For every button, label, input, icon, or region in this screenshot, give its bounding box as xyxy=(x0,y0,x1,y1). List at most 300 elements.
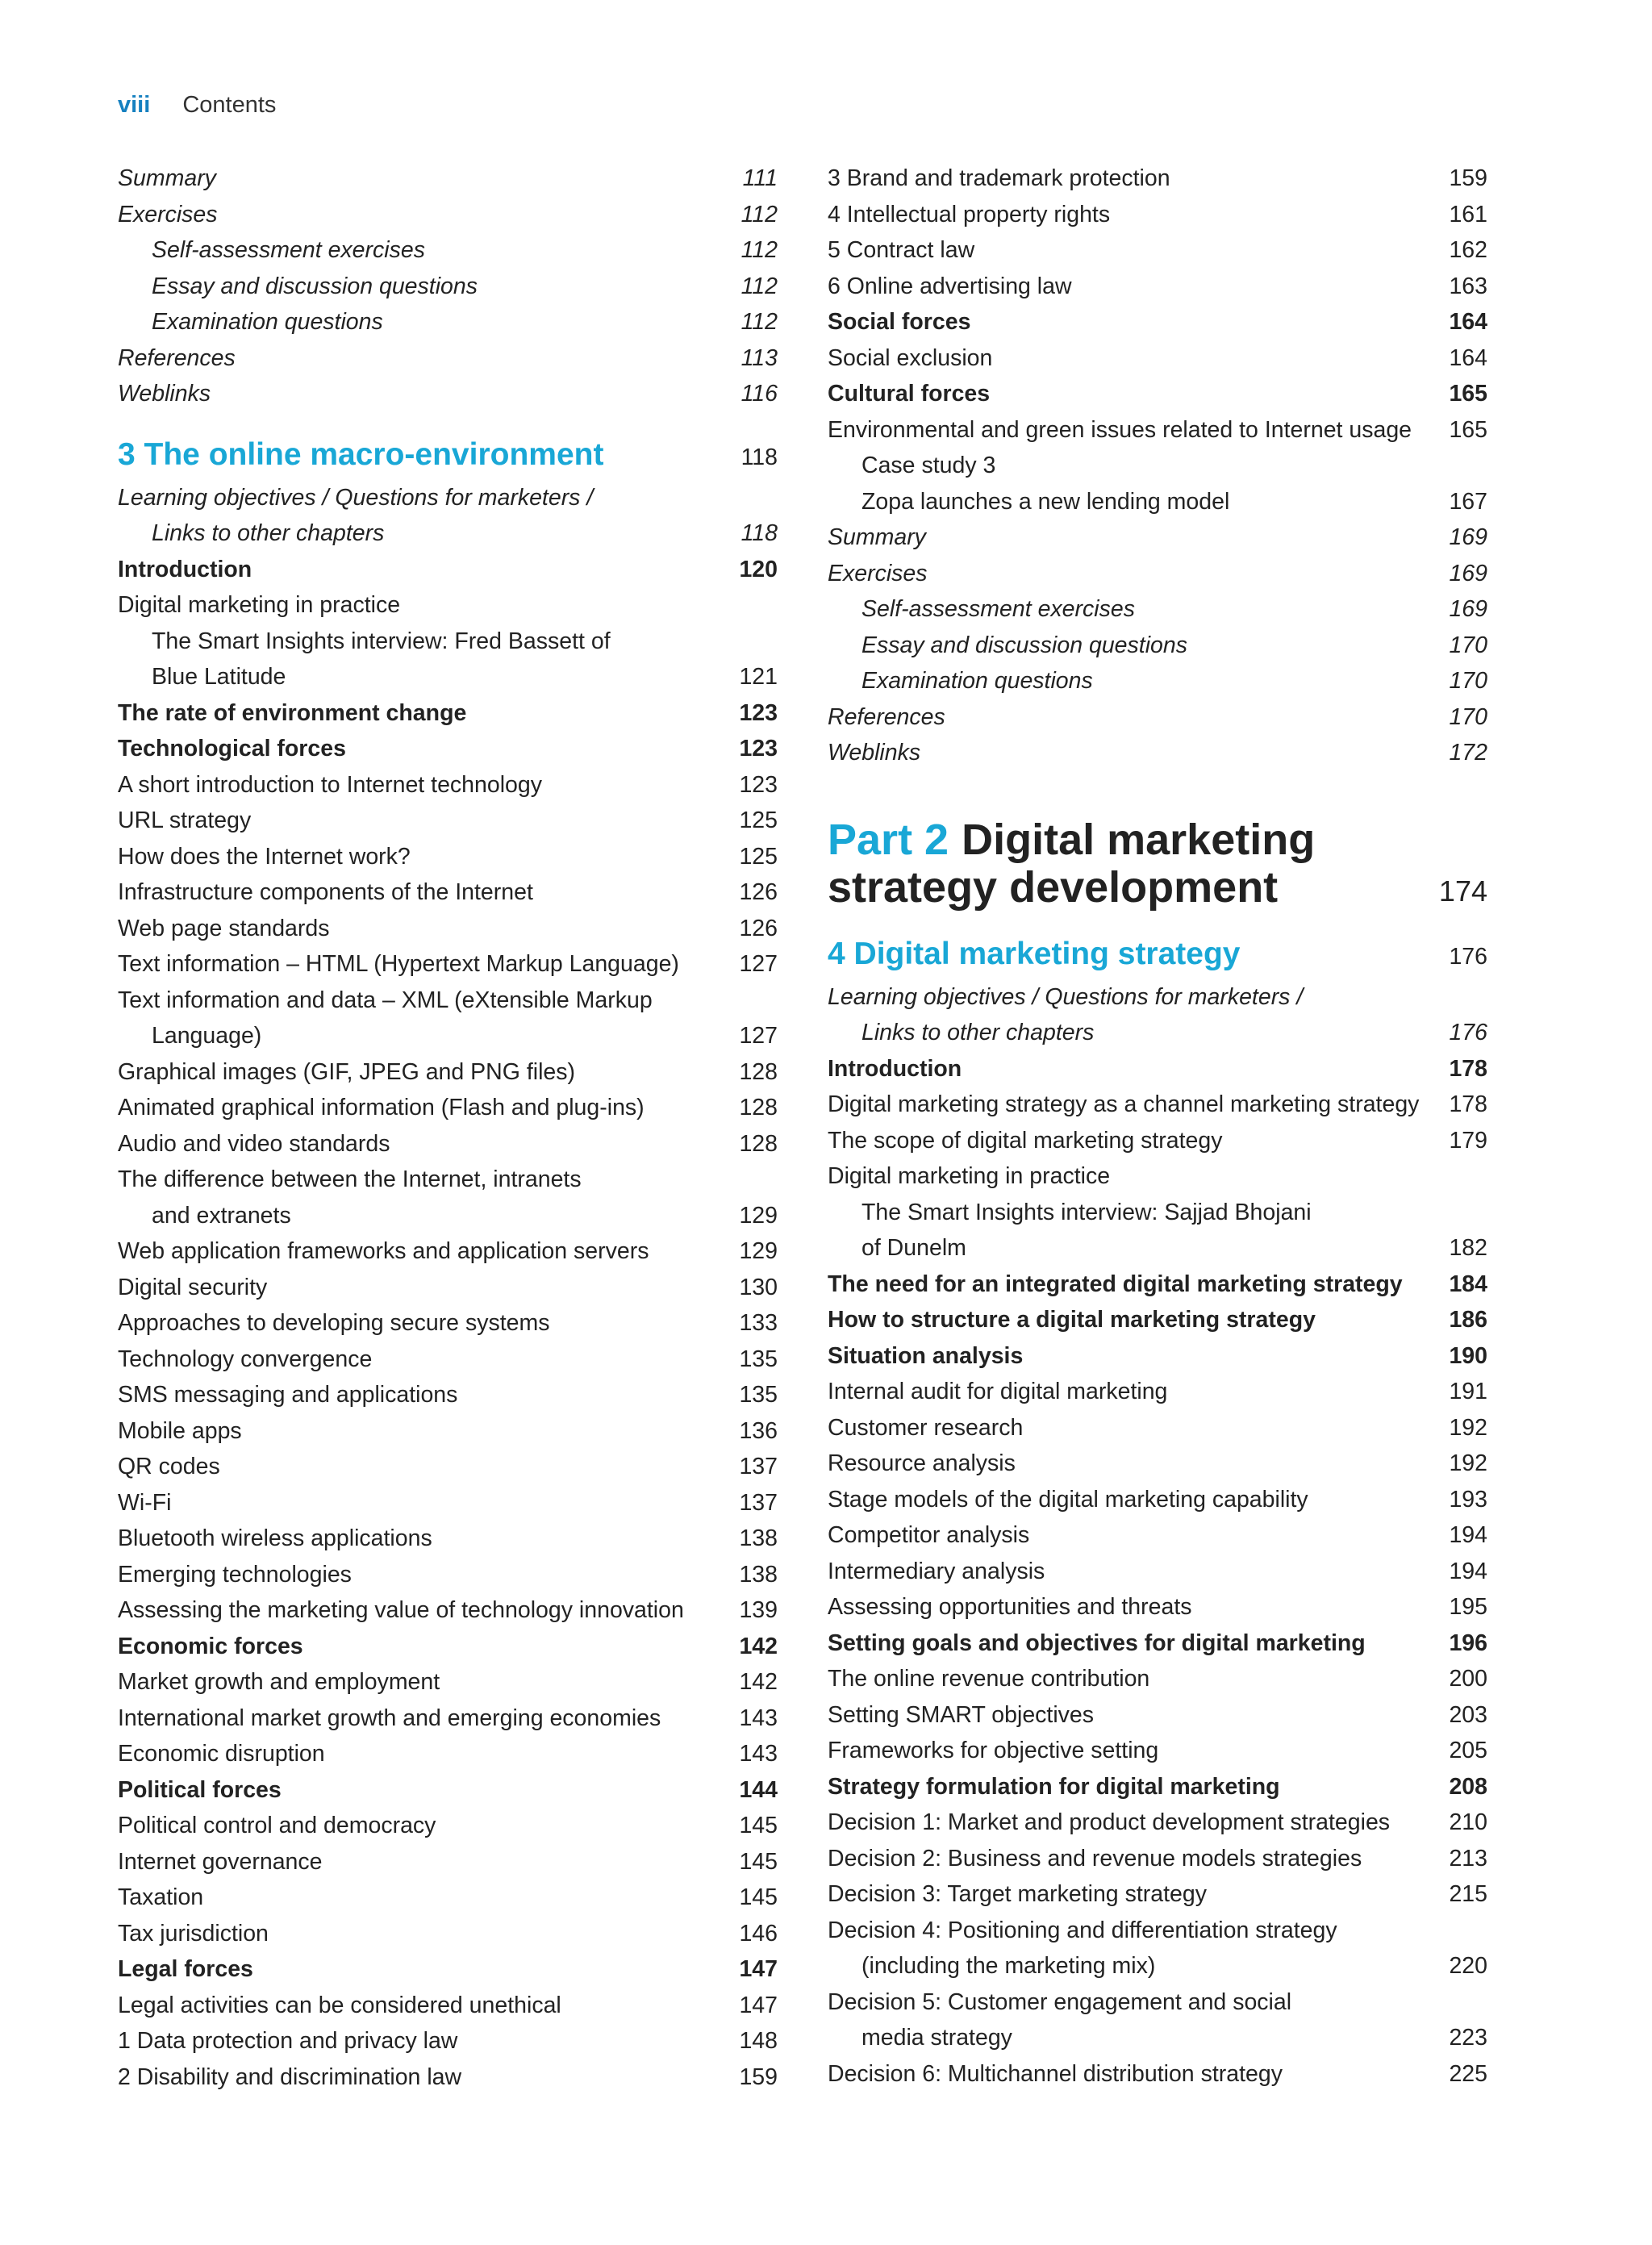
toc-entry[interactable] xyxy=(828,1517,1487,1554)
toc-entry-title: Internet governance xyxy=(118,1848,323,1875)
toc-entry-title: Digital marketing strategy as a channel marketing strategy xyxy=(828,1091,1420,1117)
toc-entry[interactable] xyxy=(828,1554,1487,1590)
toc-entry-page: 135 xyxy=(739,1382,778,1408)
toc-entry-title: Exercises xyxy=(118,201,218,227)
toc-entry-title: Technology convergence xyxy=(118,1346,373,1372)
toc-entry-page: 164 xyxy=(1449,344,1487,371)
toc-entry-page: 170 xyxy=(1449,703,1487,730)
toc-entry[interactable] xyxy=(828,1913,1487,1949)
toc-entry-page: 126 xyxy=(739,879,778,905)
toc-entry-page: 120 xyxy=(739,556,778,582)
toc-entry-title: Legal activities can be considered unethical xyxy=(118,1992,561,2018)
toc-entry-title: Competitor analysis xyxy=(828,1522,1030,1548)
toc-entry-title: Introduction xyxy=(828,1055,962,1082)
toc-left-column xyxy=(118,161,778,2095)
toc-entry-title: Internal audit for digital marketing xyxy=(828,1379,1168,1404)
toc-entry[interactable] xyxy=(828,1015,1487,1051)
toc-entry-page: 112 xyxy=(740,201,778,227)
toc-entry-page: 194 xyxy=(1449,1558,1487,1584)
toc-entry[interactable] xyxy=(828,1410,1487,1446)
toc-entry-page: 147 xyxy=(739,1956,778,1982)
toc-entry-title: Decision 5: Customer engagement and social xyxy=(828,1988,1292,2015)
toc-entry[interactable] xyxy=(118,659,778,695)
toc-entry[interactable] xyxy=(828,1948,1487,1984)
toc-entry-page: 190 xyxy=(1449,1342,1487,1369)
toc-entry-page: 135 xyxy=(739,1346,778,1372)
toc-entry-title: Infrastructure components of the Internet xyxy=(118,879,533,905)
toc-entry[interactable] xyxy=(118,304,778,340)
toc-entry-page: 123 xyxy=(739,699,778,726)
toc-entry[interactable] xyxy=(118,911,778,947)
toc-entry-page: 118 xyxy=(740,520,778,546)
toc-entry[interactable] xyxy=(118,839,778,875)
toc-entry[interactable] xyxy=(828,628,1487,664)
toc-entry-page: 162 xyxy=(1449,237,1487,263)
toc-entry[interactable] xyxy=(118,1844,778,1880)
toc-entry[interactable] xyxy=(828,1195,1487,1231)
toc-entry-page: 165 xyxy=(1449,381,1487,407)
toc-entry-title: Political control and democracy xyxy=(118,1813,436,1838)
toc-entry-title: Approaches to developing secure systems xyxy=(118,1310,550,1336)
toc-entry-page: 127 xyxy=(739,1023,778,1049)
toc-entry-title: Animated graphical information (Flash and plug-ins) xyxy=(118,1095,645,1120)
toc-entry-title: Setting goals and objectives for digital marketing xyxy=(828,1630,1366,1656)
toc-entry[interactable] xyxy=(828,663,1487,699)
toc-entry-title: A short introduction to Internet technology xyxy=(118,771,542,798)
toc-entry[interactable] xyxy=(118,731,778,767)
toc-entry-title: Links to other chapters xyxy=(152,520,385,546)
toc-entry[interactable] xyxy=(828,699,1487,736)
toc-entry-page: 186 xyxy=(1449,1307,1487,1333)
toc-entry-page: 128 xyxy=(739,1095,778,1120)
toc-entry-page: 193 xyxy=(1449,1486,1487,1513)
toc-entry-title: Graphical images (GIF, JPEG and PNG files) xyxy=(118,1058,576,1085)
toc-entry-title: The need for an integrated digital marketing strategy xyxy=(828,1271,1403,1297)
toc-right-column xyxy=(828,161,1487,2092)
toc-entry-page: 138 xyxy=(739,1525,778,1551)
toc-entry-title: How to structure a digital marketing strategy xyxy=(828,1307,1316,1333)
toc-entry-title: URL strategy xyxy=(118,807,252,833)
toc-entry[interactable] xyxy=(828,2056,1487,2093)
toc-entry-title: Assessing the marketing value of technology innovation xyxy=(118,1597,684,1623)
toc-entry-title: 4 Digital marketing strategy xyxy=(828,936,1241,971)
toc-entry-title: 6 Online advertising law xyxy=(828,273,1072,299)
toc-entry-title: Introduction xyxy=(118,556,252,582)
toc-entry-page: 172 xyxy=(1449,740,1487,766)
toc-entry-page: 167 xyxy=(1449,488,1487,515)
toc-entry-page: 210 xyxy=(1449,1809,1487,1835)
toc-entry-page: 225 xyxy=(1449,2060,1487,2087)
toc-entry-page: 178 xyxy=(1449,1091,1487,1117)
toc-entry-page: 163 xyxy=(1449,273,1487,299)
toc-entry[interactable] xyxy=(828,556,1487,592)
chapter-heading[interactable] xyxy=(828,929,1487,979)
toc-entry[interactable] xyxy=(118,874,778,911)
toc-entry-title: Self-assessment exercises xyxy=(152,237,425,263)
toc-entry-title: Examination questions xyxy=(861,668,1093,694)
part-heading xyxy=(828,816,1487,912)
toc-entry[interactable] xyxy=(118,1629,778,1665)
toc-entry[interactable] xyxy=(828,1805,1487,1841)
toc-entry[interactable] xyxy=(828,735,1487,771)
toc-entry[interactable] xyxy=(118,1592,778,1629)
toc-entry-title: Market growth and employment xyxy=(118,1669,440,1695)
toc-entry-page: 128 xyxy=(739,1130,778,1157)
toc-entry-title: 1 Data protection and privacy law xyxy=(118,2028,458,2054)
toc-entry-title: and extranets xyxy=(152,1202,291,1229)
toc-entry[interactable] xyxy=(828,1230,1487,1266)
toc-entry-page: 148 xyxy=(739,2028,778,2054)
toc-entry[interactable] xyxy=(828,1876,1487,1913)
toc-entry[interactable] xyxy=(828,1733,1487,1769)
toc-list-left xyxy=(118,161,778,2095)
toc-entry[interactable] xyxy=(118,2023,778,2059)
toc-entry-page: 147 xyxy=(739,1992,778,2018)
toc-entry[interactable] xyxy=(118,695,778,732)
toc-entry-page: 170 xyxy=(1449,632,1487,658)
toc-entry[interactable] xyxy=(828,2020,1487,2056)
toc-entry[interactable] xyxy=(118,1916,778,1952)
toc-entry[interactable] xyxy=(828,232,1487,269)
toc-entry[interactable] xyxy=(118,1270,778,1306)
toc-entry-title: Strategy formulation for digital marketing xyxy=(828,1773,1280,1800)
toc-entry[interactable] xyxy=(118,1951,778,1988)
toc-entry-title: Resource analysis xyxy=(828,1450,1016,1476)
toc-list-right-bottom xyxy=(828,929,1487,2093)
part-title-line1: Digital marketing xyxy=(962,815,1316,864)
toc-entry-title: References xyxy=(828,703,945,730)
toc-entry[interactable] xyxy=(118,1018,778,1054)
toc-entry-page: 200 xyxy=(1449,1666,1487,1692)
toc-entry[interactable] xyxy=(828,304,1487,340)
toc-entry-title: Legal forces xyxy=(118,1956,253,1982)
toc-entry-title: Exercises xyxy=(828,560,928,586)
toc-entry[interactable] xyxy=(828,591,1487,628)
toc-entry[interactable] xyxy=(118,1198,778,1234)
toc-entry-page: 178 xyxy=(1449,1055,1487,1082)
toc-entry-page: 125 xyxy=(739,843,778,870)
toc-entry-page: 111 xyxy=(742,165,778,191)
toc-entry-page: 112 xyxy=(740,309,778,335)
toc-entry[interactable] xyxy=(118,983,778,1019)
toc-entry-title: Customer research xyxy=(828,1414,1024,1441)
toc-entry-title: Zopa launches a new lending model xyxy=(861,488,1230,515)
toc-entry-title: Blue Latitude xyxy=(152,664,286,690)
toc-entry-title: Examination questions xyxy=(152,309,383,335)
toc-entry[interactable] xyxy=(118,480,778,516)
toc-entry-title: 2 Disability and discrimination law xyxy=(118,2063,462,2090)
toc-entry[interactable] xyxy=(828,1087,1487,1123)
toc-entry-page: 142 xyxy=(739,1633,778,1659)
toc-entry-page: 145 xyxy=(739,1813,778,1838)
toc-entry[interactable] xyxy=(118,552,778,588)
toc-entry-title: 3 Brand and trademark protection xyxy=(828,165,1170,191)
toc-entry-title: International market growth and emerging economies xyxy=(118,1705,661,1731)
toc-entry[interactable] xyxy=(828,197,1487,233)
part-title xyxy=(828,816,1315,912)
toc-entry-title: The Smart Insights interview: Sajjad Bhojani xyxy=(861,1199,1312,1225)
toc-entry[interactable] xyxy=(118,2059,778,2096)
toc-entry-title: Setting SMART objectives xyxy=(828,1701,1095,1728)
toc-entry[interactable] xyxy=(118,1413,778,1450)
toc-entry[interactable] xyxy=(828,1338,1487,1375)
toc-entry[interactable] xyxy=(118,1305,778,1342)
toc-entry-title: Cultural forces xyxy=(828,381,991,407)
toc-entry-page: 136 xyxy=(739,1417,778,1444)
toc-entry[interactable] xyxy=(828,484,1487,520)
toc-entry[interactable] xyxy=(828,1266,1487,1303)
toc-entry-title: Weblinks xyxy=(118,381,211,407)
toc-entry-page: 169 xyxy=(1449,524,1487,550)
toc-entry-title: Language) xyxy=(152,1023,262,1049)
toc-entry-title: Intermediary analysis xyxy=(828,1558,1045,1584)
toc-entry[interactable] xyxy=(828,412,1487,449)
toc-entry-page: 194 xyxy=(1449,1522,1487,1548)
toc-entry-page: 192 xyxy=(1449,1414,1487,1441)
running-title: Contents xyxy=(182,92,277,118)
toc-entry-page: 145 xyxy=(739,1884,778,1910)
toc-entry-title: Political forces xyxy=(118,1776,282,1803)
toc-entry[interactable] xyxy=(118,376,778,412)
toc-entry-title: Frameworks for objective setting xyxy=(828,1738,1159,1763)
toc-entry-title: Emerging technologies xyxy=(118,1561,352,1588)
toc-entry-title: Decision 1: Market and product development strategies xyxy=(828,1809,1391,1835)
toc-entry-page: 203 xyxy=(1449,1701,1487,1728)
toc-entry-page: 176 xyxy=(1449,943,1487,970)
toc-entry-page: 223 xyxy=(1449,2025,1487,2051)
toc-entry[interactable] xyxy=(828,161,1487,197)
toc-entry-page: 123 xyxy=(739,736,778,762)
toc-entry-title: QR codes xyxy=(118,1454,220,1479)
part-page-number: 174 xyxy=(1438,874,1487,908)
toc-entry-title: Summary xyxy=(118,165,216,191)
toc-entry-title: Learning objectives / Questions for marketers / xyxy=(118,484,594,511)
toc-entry-page: 127 xyxy=(739,951,778,977)
toc-entry-title: Digital marketing in practice xyxy=(118,592,401,618)
toc-entry-title: The online revenue contribution xyxy=(828,1666,1150,1692)
toc-entry[interactable] xyxy=(118,1449,778,1485)
toc-entry[interactable] xyxy=(828,1625,1487,1662)
toc-entry-title: Decision 4: Positioning and differentiation strategy xyxy=(828,1917,1337,1943)
toc-entry-page: 139 xyxy=(739,1597,778,1623)
toc-entry-title: Essay and discussion questions xyxy=(152,273,478,299)
toc-entry[interactable] xyxy=(118,767,778,803)
toc-entry-page: 112 xyxy=(740,273,778,299)
toc-entry[interactable] xyxy=(828,1302,1487,1338)
toc-entry-page: 213 xyxy=(1449,1845,1487,1872)
toc-entry-title: Taxation xyxy=(118,1884,204,1910)
toc-entry[interactable] xyxy=(118,340,778,377)
toc-entry-title: The difference between the Internet, intranets xyxy=(118,1166,582,1192)
toc-entry[interactable] xyxy=(828,1374,1487,1410)
toc-entry[interactable] xyxy=(118,803,778,839)
toc-entry-title: Situation analysis xyxy=(828,1342,1024,1369)
toc-entry-title: Decision 3: Target marketing strategy xyxy=(828,1881,1207,1907)
toc-entry-title: (including the marketing mix) xyxy=(861,1953,1156,1979)
toc-entry[interactable] xyxy=(828,520,1487,556)
toc-entry-page: 205 xyxy=(1449,1738,1487,1763)
toc-entry-page: 129 xyxy=(739,1238,778,1264)
toc-entry[interactable] xyxy=(828,1589,1487,1625)
toc-entry-title: 4 Intellectual property rights xyxy=(828,201,1111,227)
toc-entry[interactable] xyxy=(828,448,1487,484)
toc-entry-page: 208 xyxy=(1449,1773,1487,1800)
toc-entry[interactable] xyxy=(118,1162,778,1198)
toc-entry-page: 164 xyxy=(1449,309,1487,335)
toc-entry[interactable] xyxy=(118,1377,778,1413)
toc-entry[interactable] xyxy=(118,587,778,624)
toc-entry-page: 196 xyxy=(1449,1630,1487,1656)
toc-entry-page: 220 xyxy=(1449,1953,1487,1979)
toc-entry[interactable] xyxy=(828,1158,1487,1195)
toc-entry-page: 130 xyxy=(739,1274,778,1300)
toc-entry-title: 3 The online macro-environment xyxy=(118,436,604,472)
toc-entry[interactable] xyxy=(118,1557,778,1593)
toc-entry-title: Essay and discussion questions xyxy=(861,632,1187,658)
toc-entry-title: Mobile apps xyxy=(118,1417,242,1444)
toc-entry-page: 215 xyxy=(1449,1881,1487,1907)
toc-entry-title: of Dunelm xyxy=(861,1235,966,1261)
toc-entry[interactable] xyxy=(118,946,778,983)
toc-entry[interactable] xyxy=(118,1736,778,1772)
toc-entry[interactable] xyxy=(828,1123,1487,1159)
toc-entry[interactable] xyxy=(828,269,1487,305)
toc-entry-title: Digital marketing in practice xyxy=(828,1163,1111,1189)
toc-entry[interactable] xyxy=(118,1772,778,1809)
toc-entry[interactable] xyxy=(118,1700,778,1737)
part-title-line2: strategy development xyxy=(828,862,1279,912)
toc-entry-title: Weblinks xyxy=(828,740,921,766)
toc-entry[interactable] xyxy=(828,1446,1487,1482)
toc-entry-page: 126 xyxy=(739,915,778,941)
toc-entry-page: 113 xyxy=(740,344,778,371)
toc-entry-title: Bluetooth wireless applications xyxy=(118,1525,432,1551)
toc-entry-title: Links to other chapters xyxy=(861,1020,1095,1045)
toc-entry-title: SMS messaging and applications xyxy=(118,1382,458,1408)
toc-entry-page: 165 xyxy=(1449,416,1487,443)
toc-entry[interactable] xyxy=(828,1051,1487,1087)
toc-entry-page: 125 xyxy=(739,807,778,833)
toc-entry-title: How does the Internet work? xyxy=(118,843,411,870)
toc-entry[interactable] xyxy=(118,1126,778,1162)
toc-entry[interactable] xyxy=(118,1521,778,1557)
toc-entry[interactable] xyxy=(828,979,1487,1016)
page-folio: viii xyxy=(118,92,151,118)
running-head xyxy=(118,92,276,119)
toc-entry-title: Case study 3 xyxy=(861,453,996,478)
toc-entry-title: The rate of environment change xyxy=(118,699,467,726)
toc-entry[interactable] xyxy=(118,1233,778,1270)
toc-entry-page: 176 xyxy=(1449,1020,1487,1045)
toc-entry-title: 5 Contract law xyxy=(828,237,975,263)
toc-entry-title: The scope of digital marketing strategy xyxy=(828,1127,1223,1154)
toc-entry-page: 133 xyxy=(739,1310,778,1336)
toc-entry[interactable] xyxy=(118,1808,778,1844)
toc-entry-page: 191 xyxy=(1449,1379,1487,1404)
toc-entry[interactable] xyxy=(828,1661,1487,1697)
toc-entry-page: 143 xyxy=(739,1705,778,1731)
toc-entry-title: References xyxy=(118,344,236,371)
toc-entry[interactable] xyxy=(118,1988,778,2024)
toc-entry-page: 145 xyxy=(739,1848,778,1875)
toc-entry-title: Economic disruption xyxy=(118,1741,325,1767)
toc-entry-title: Stage models of the digital marketing capability xyxy=(828,1486,1308,1513)
toc-entry-page: 169 xyxy=(1449,596,1487,622)
toc-entry-page: 137 xyxy=(739,1454,778,1479)
toc-entry[interactable] xyxy=(828,1769,1487,1805)
toc-entry-title: Social exclusion xyxy=(828,344,993,371)
toc-entry-page: 116 xyxy=(740,381,778,407)
toc-entry-title: Digital security xyxy=(118,1274,268,1300)
toc-entry-title: Self-assessment exercises xyxy=(861,596,1135,622)
toc-entry[interactable] xyxy=(118,161,778,197)
toc-entry-title: Web page standards xyxy=(118,915,330,941)
toc-entry-page: 169 xyxy=(1449,560,1487,586)
toc-entry[interactable] xyxy=(828,1984,1487,2021)
toc-entry[interactable] xyxy=(118,1485,778,1521)
toc-entry-page: 159 xyxy=(1449,165,1487,191)
toc-entry-page: 142 xyxy=(739,1669,778,1695)
toc-entry[interactable] xyxy=(828,1482,1487,1518)
toc-entry-title: Learning objectives / Questions for marketers / xyxy=(828,983,1304,1010)
toc-entry-title: Environmental and green issues related to Internet usage xyxy=(828,416,1412,443)
toc-entry-page: 123 xyxy=(739,771,778,798)
toc-entry-title: Decision 2: Business and revenue models strategies xyxy=(828,1845,1362,1872)
toc-entry-page: 121 xyxy=(739,664,778,690)
toc-entry-page: 182 xyxy=(1449,1235,1487,1261)
toc-entry[interactable] xyxy=(118,197,778,233)
toc-entry-page: 170 xyxy=(1449,668,1487,694)
toc-entry[interactable] xyxy=(118,1880,778,1916)
toc-entry-title: Tax jurisdiction xyxy=(118,1920,269,1947)
toc-entry-page: 161 xyxy=(1449,201,1487,227)
toc-entry-title: Text information and data – XML (eXtensible Markup xyxy=(118,987,653,1013)
toc-entry[interactable] xyxy=(118,1342,778,1378)
chapter-heading[interactable] xyxy=(118,430,778,480)
toc-entry-title: Assessing opportunities and threats xyxy=(828,1594,1192,1620)
toc-entry-title: media strategy xyxy=(861,2025,1012,2051)
toc-entry[interactable] xyxy=(118,232,778,269)
toc-entry-title: Decision 6: Multichannel distribution strategy xyxy=(828,2060,1283,2087)
toc-entry-page: 112 xyxy=(740,237,778,263)
toc-entry-title: Text information – HTML (Hypertext Markup Language) xyxy=(118,951,679,977)
toc-entry[interactable] xyxy=(118,624,778,660)
toc-entry-page: 129 xyxy=(739,1202,778,1229)
toc-entry[interactable] xyxy=(118,515,778,552)
toc-entry[interactable] xyxy=(828,1697,1487,1734)
toc-entry[interactable] xyxy=(828,376,1487,412)
toc-entry-page: 137 xyxy=(739,1489,778,1516)
toc-entry-page: 118 xyxy=(740,444,778,470)
toc-entry-title: Summary xyxy=(828,524,926,550)
toc-list-right-top xyxy=(828,161,1487,771)
toc-entry-page: 146 xyxy=(739,1920,778,1947)
toc-entry-page: 195 xyxy=(1449,1594,1487,1620)
toc-entry[interactable] xyxy=(828,1841,1487,1877)
toc-entry[interactable] xyxy=(828,340,1487,377)
toc-entry-title: Audio and video standards xyxy=(118,1130,390,1157)
toc-entry[interactable] xyxy=(118,1054,778,1091)
toc-entry-page: 179 xyxy=(1449,1127,1487,1154)
toc-entry-page: 143 xyxy=(739,1741,778,1767)
toc-entry[interactable] xyxy=(118,269,778,305)
toc-entry-page: 184 xyxy=(1449,1271,1487,1297)
toc-entry[interactable] xyxy=(118,1090,778,1126)
toc-entry-title: Wi-Fi xyxy=(118,1489,172,1516)
toc-entry-page: 192 xyxy=(1449,1450,1487,1476)
toc-entry[interactable] xyxy=(118,1664,778,1700)
toc-entry-page: 144 xyxy=(739,1776,778,1803)
